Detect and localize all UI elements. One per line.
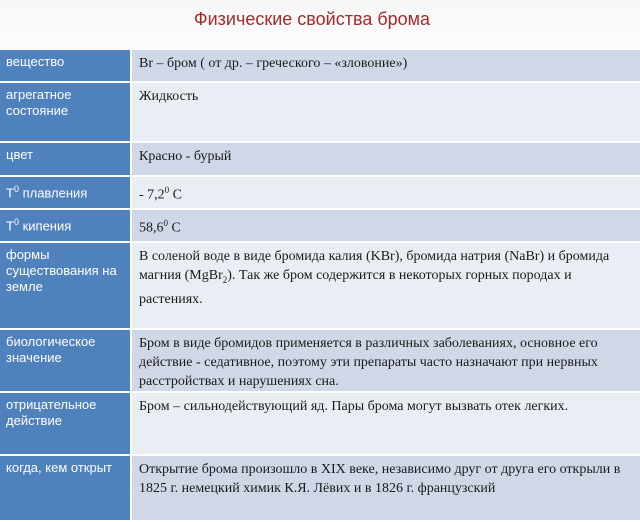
melting-key-rest: плавления	[18, 185, 88, 201]
boiling-value-unit: С	[168, 220, 181, 236]
table-row	[0, 455, 640, 521]
table-row	[0, 392, 640, 455]
table-row	[0, 176, 640, 209]
row-value-biological: Бром в виде бромидов применяется в различных заболеваниях, основное его действие - седативное, поэтому эти препараты часто назначают при нервных расстройствах и нарушениях сна.	[131, 329, 640, 392]
row-label-boiling-point	[0, 209, 131, 242]
table-row	[0, 329, 640, 392]
row-value-state: Жидкость	[131, 82, 640, 142]
boiling-key-rest: кипения	[18, 218, 72, 234]
melting-key-main: Т	[6, 185, 14, 201]
table-row	[0, 50, 640, 82]
occurrence-text-1: В соленой воде в виде бромида калия (KBr), бромида натрия (NaBr) и бромида магния (MgBr	[139, 249, 610, 283]
row-label-biological: биологическое значение	[0, 329, 131, 392]
boiling-key-degree: 0	[13, 217, 19, 227]
properties-table	[0, 50, 640, 522]
row-value-negative: Бром – сильнодействующий яд. Пары брома могут вызвать отек легких.	[131, 392, 640, 455]
occurrence-text-2: ). Так же бром содержится в некоторых горных породах и растениях.	[139, 268, 572, 307]
row-label-color: цвет	[0, 142, 131, 176]
table-row	[0, 242, 640, 329]
boiling-value-main: 58,6	[139, 220, 164, 236]
row-value-discovery: Открытие брома произошло в XIX веке, независимо друг от друга его открыли в 1825 г. немецкий химик К.Я. Лёвих и в 1826 г. французский	[131, 455, 640, 521]
row-label-substance: вещество	[0, 50, 131, 82]
row-value-color: Красно - бурый	[131, 142, 640, 176]
melting-value-degree: 0	[164, 185, 170, 195]
table-row	[0, 82, 640, 142]
melting-key-degree: 0	[13, 184, 19, 194]
row-label-state: агрегатное состояние	[0, 82, 131, 142]
table-row	[0, 142, 640, 176]
row-value-occurrence	[131, 242, 640, 329]
table-row	[0, 209, 640, 242]
row-value-substance: Br – бром ( от др. – греческого – «зловоние»)	[131, 50, 640, 82]
row-label-melting-point	[0, 176, 131, 209]
boiling-value-degree: 0	[163, 218, 168, 228]
occurrence-subscript: 2	[222, 274, 228, 285]
row-value-boiling-point	[131, 209, 640, 242]
row-label-negative: отрицательное действие	[0, 392, 131, 455]
page-title: Физические свойства брома	[193, 9, 431, 29]
melting-value-unit: С	[169, 187, 183, 203]
row-label-discovery: когда, кем открыт	[0, 455, 131, 521]
row-label-occurrence: формы существования на земле	[0, 242, 131, 329]
melting-value-main: - 7,2	[139, 187, 165, 203]
boiling-key-main: Т	[6, 218, 14, 234]
row-value-melting-point	[131, 176, 640, 209]
